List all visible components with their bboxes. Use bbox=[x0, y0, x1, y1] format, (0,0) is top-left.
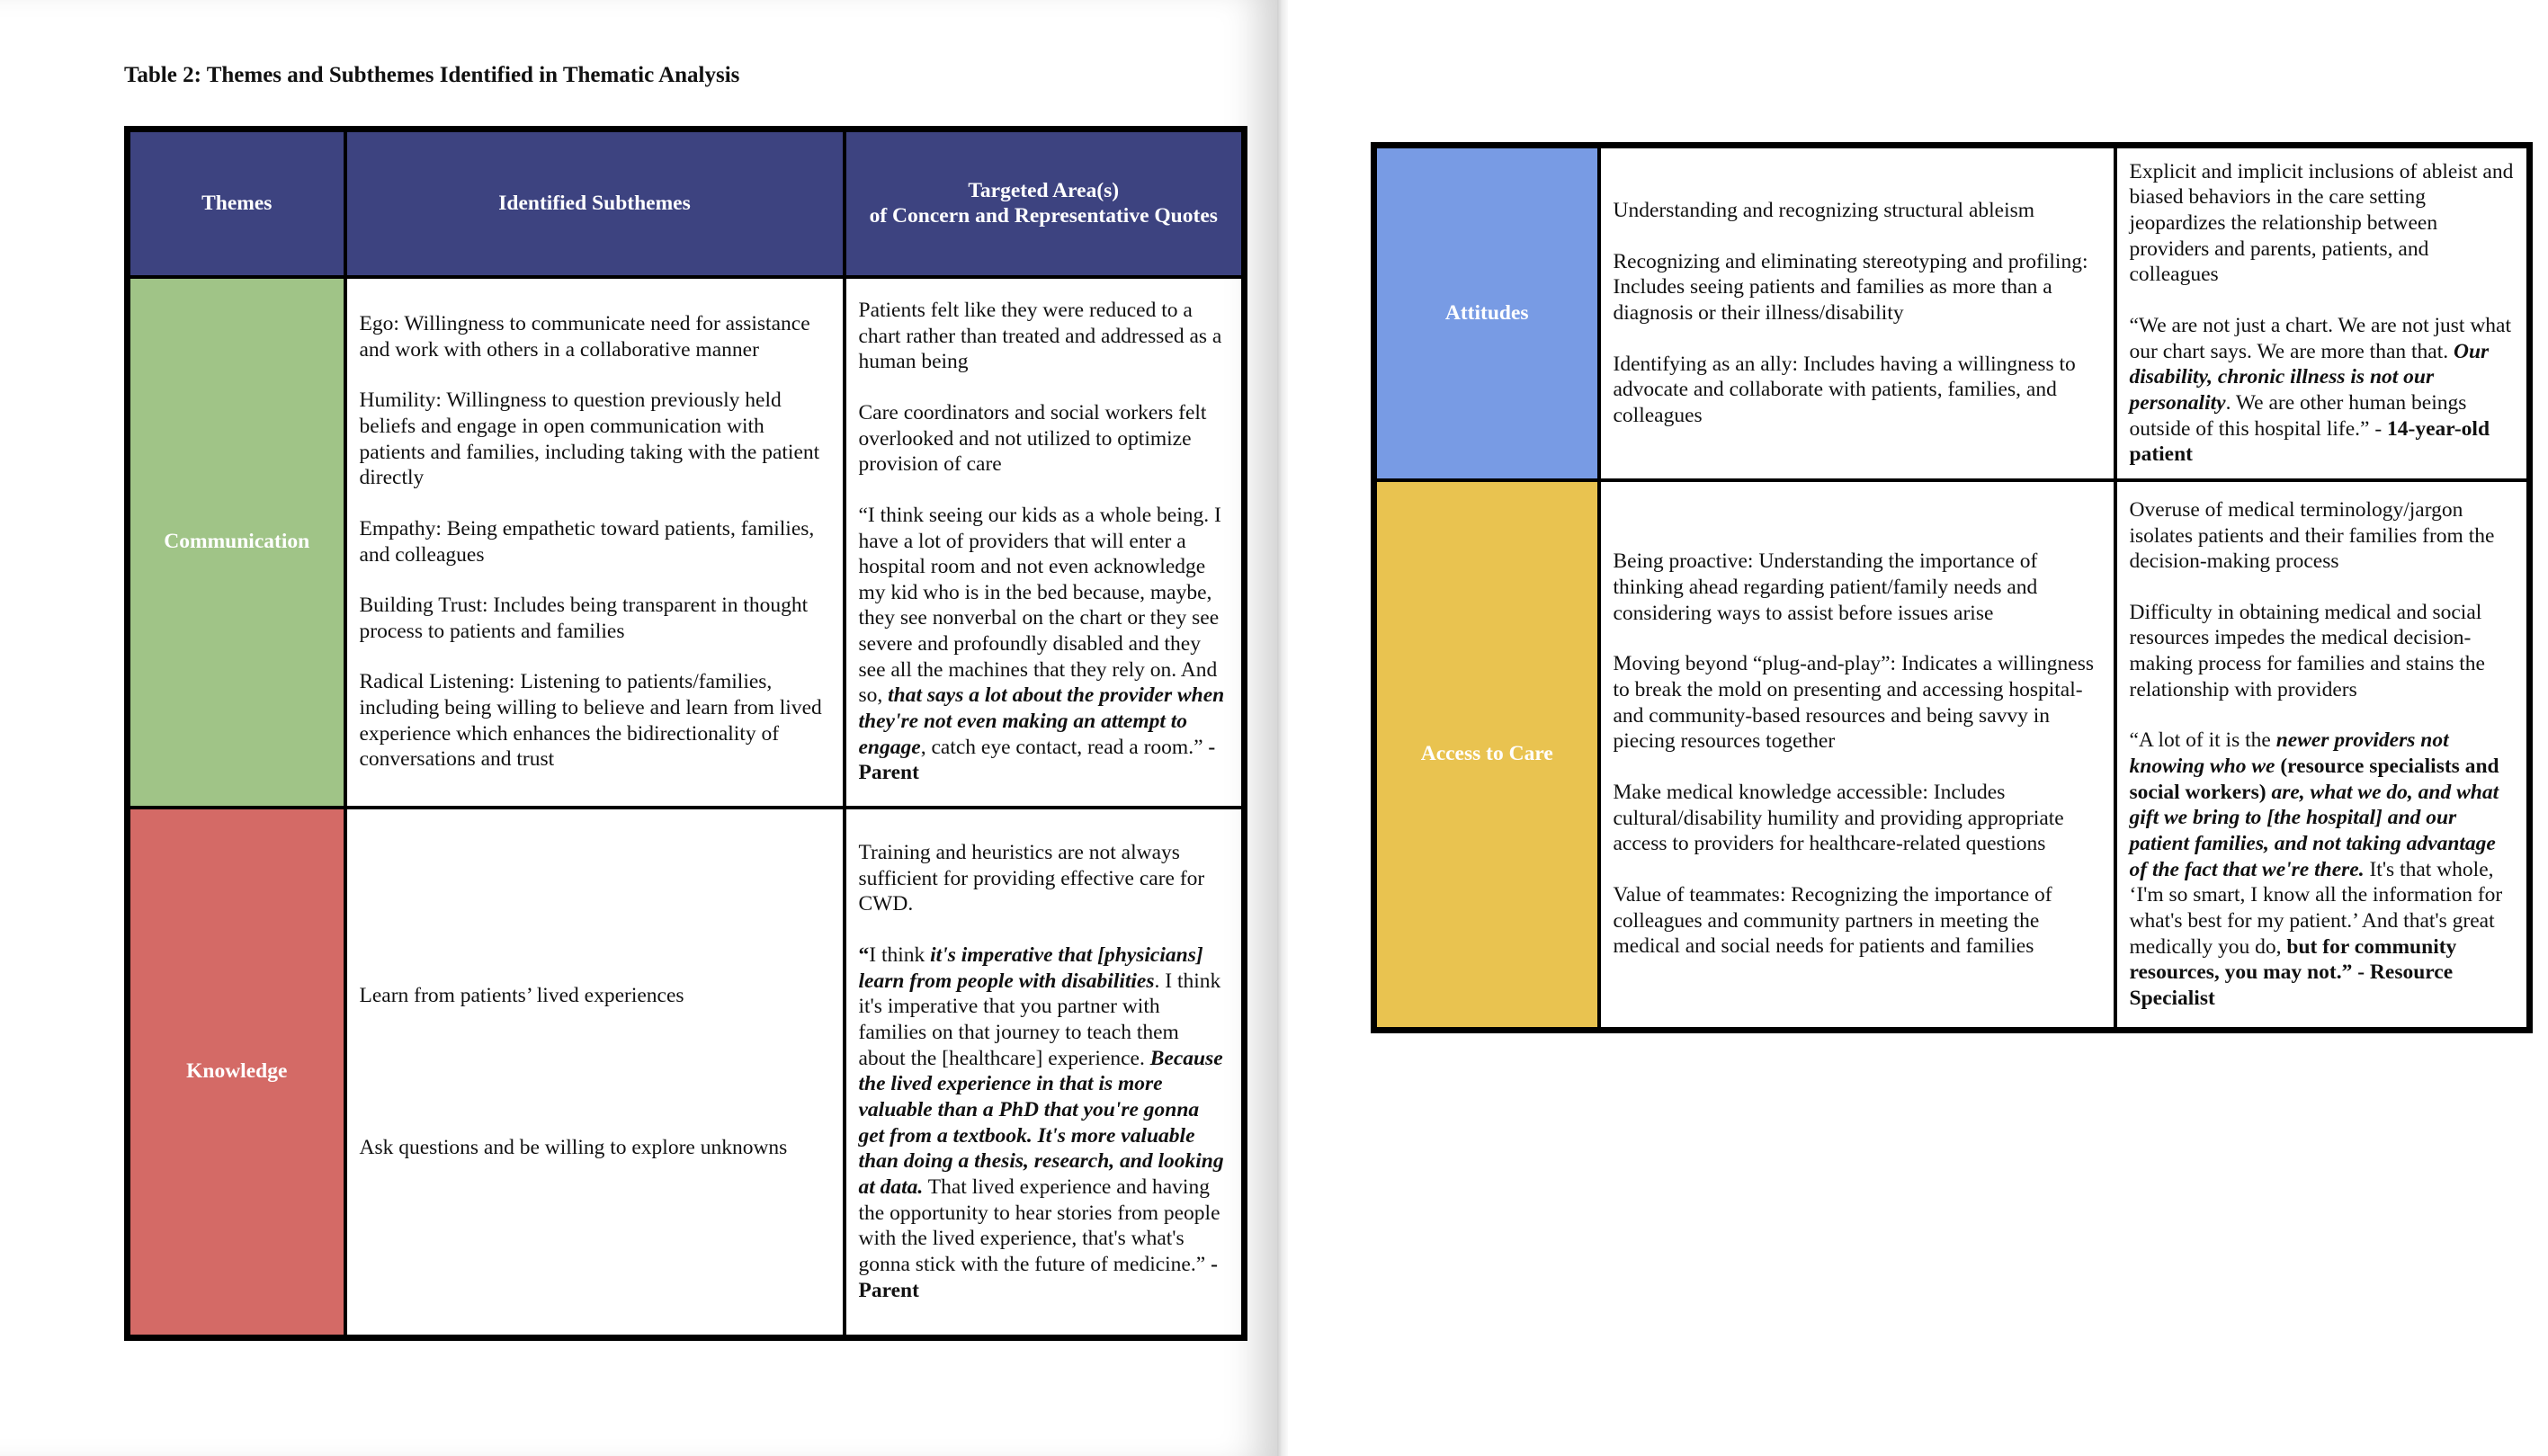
subthemes-communication bbox=[345, 277, 845, 808]
subtheme-item: Moving beyond “plug-and-play”: Indicates a willingness to break the mold on presenting and accessing hospital- and community-based resources and being savvy in piecing resources together bbox=[1613, 652, 2094, 754]
header-themes: Themes bbox=[128, 130, 345, 277]
subtheme-item: Make medical knowledge accessible: Includes cultural/disability humility and providing appropriate access to providers for healthcare-related questions bbox=[1613, 781, 2064, 856]
concern-item: Overuse of medical terminology/jargon isolates patients and their families from the decision-making process bbox=[2129, 497, 2495, 574]
quotes-attitudes bbox=[2115, 146, 2530, 480]
themes-table-part-2 bbox=[1371, 142, 2533, 1033]
representative-quote: “A lot of it is the newer providers not knowing who we (resource specialists and social workers) are, what we do, and what gift we bring to [the hospital] and our patient families, and not taking advantage of the fact that we're there. It's that whole, ‘I'm so smart, I know all the information for what's best for my patient.’ And that's great medically you do, but for community resources, you may not.” - Resource Specialist bbox=[2129, 728, 2503, 1010]
subthemes-knowledge bbox=[345, 808, 845, 1338]
representative-quote: “I think it's imperative that [physicians] learn from people with disabilities. I think it's imperative that you partner with families on that journey to teach them about the [healthcare] experience. Because the lived experience in that is more valuable than a PhD that you're gonna get from a textbook. It's more valuable than doing a thesis, research, and looking at data. That lived experience and having the opportunity to hear stories from people with the lived experience, that's what's gonna stick with the future of medicine.” - Parent bbox=[858, 943, 1224, 1302]
representative-quote: “I think seeing our kids as a whole being. I have a lot of providers that will enter a hospital room and not even acknowledge my kid who is in the bed because, maybe, they see nonverbal on the chart or they see severe and profoundly disabled and they see all the machines that they rely on. And so, that says a lot about the provider when they're not even making an attempt to engage, catch eye contact, read a room.” - Parent bbox=[858, 503, 1225, 785]
subtheme-item: Learn from patients’ lived experiences bbox=[359, 984, 684, 1008]
row-communication bbox=[128, 277, 1245, 808]
subtheme-item: Identifying as an ally: Includes having a willingness to advocate and collaborate with patients, families, and colleagues bbox=[1613, 352, 2076, 427]
table-header-row bbox=[128, 130, 1245, 277]
quotes-access-to-care bbox=[2115, 480, 2530, 1031]
subtheme-item: Ego: Willingness to communicate need for assistance and work with others in a collaborative manner bbox=[359, 311, 810, 362]
row-knowledge bbox=[128, 808, 1245, 1338]
theme-access-to-care: Access to Care bbox=[1374, 480, 1599, 1031]
themes-table-part-1 bbox=[124, 126, 1247, 1341]
concern-item: Care coordinators and social workers felt overlooked and not utilized to optimize provision of care bbox=[858, 400, 1207, 477]
subthemes-access-to-care bbox=[1599, 480, 2115, 1031]
row-attitudes bbox=[1374, 146, 2530, 480]
page-gutter bbox=[1277, 0, 1288, 1456]
row-access-to-care bbox=[1374, 480, 2530, 1031]
subtheme-item: Radical Listening: Listening to patients/families, including being willing to believe and learn from lived experience which enhances the bidirectionality of conversations and trust bbox=[359, 670, 822, 772]
subthemes-attitudes bbox=[1599, 146, 2115, 480]
representative-quote: “We are not just a chart. We are not just what our chart says. We are more than that. Our disability, chronic illness is not our personality. We are other human beings outside of this hospital life.” - 14-year-old patient bbox=[2129, 313, 2512, 467]
subtheme-item: Empathy: Being empathetic toward patients, families, and colleagues bbox=[359, 516, 815, 567]
subtheme-item: Value of teammates: Recognizing the importance of colleagues and community partners in meeting the medical and social needs for patients and families bbox=[1613, 883, 2052, 959]
header-quotes-line2: of Concern and Representative Quotes bbox=[869, 204, 1218, 228]
theme-attitudes: Attitudes bbox=[1374, 146, 1599, 480]
table-caption: Table 2: Themes and Subthemes Identified in Thematic Analysis bbox=[124, 63, 740, 87]
concern-item: Explicit and implicit inclusions of ableist and biased behaviors in the care setting jeopardizes the relationship between providers and parents, patients, and colleagues bbox=[2129, 159, 2514, 287]
concern-item: Difficulty in obtaining medical and social resources impedes the medical decision-making process for families and stains the relationship with providers bbox=[2129, 600, 2485, 701]
subtheme-item: Being proactive: Understanding the importance of thinking ahead regarding patient/family needs and considering ways to assist before issues arise bbox=[1613, 549, 2038, 625]
subtheme-item: Recognizing and eliminating stereotyping and profiling: Includes seeing patients and families as more than a diagnosis or their illness/disability bbox=[1613, 249, 2088, 325]
concern-item: Training and heuristics are not always sufficient for providing effective care for CWD. bbox=[858, 841, 1205, 916]
header-quotes-line1: Targeted Area(s) bbox=[968, 178, 1120, 202]
header-subthemes: Identified Subthemes bbox=[345, 130, 845, 277]
subtheme-item: Understanding and recognizing structural ableism bbox=[1613, 198, 2035, 222]
quotes-knowledge bbox=[845, 808, 1245, 1338]
right-page bbox=[1288, 0, 2548, 1456]
theme-communication: Communication bbox=[128, 277, 345, 808]
subtheme-item: Ask questions and be willing to explore unknowns bbox=[359, 1135, 788, 1159]
theme-knowledge: Knowledge bbox=[128, 808, 345, 1338]
subtheme-item: Humility: Willingness to question previously held beliefs and engage in open communication with patients and families, including taking with the patient directly bbox=[359, 389, 820, 490]
subtheme-item: Building Trust: Includes being transparent in thought process to patients and families bbox=[359, 594, 809, 643]
header-quotes bbox=[845, 130, 1245, 277]
concern-item: Patients felt like they were reduced to a chart rather than treated and addressed as a human being bbox=[858, 298, 1222, 374]
quotes-communication bbox=[845, 277, 1245, 808]
